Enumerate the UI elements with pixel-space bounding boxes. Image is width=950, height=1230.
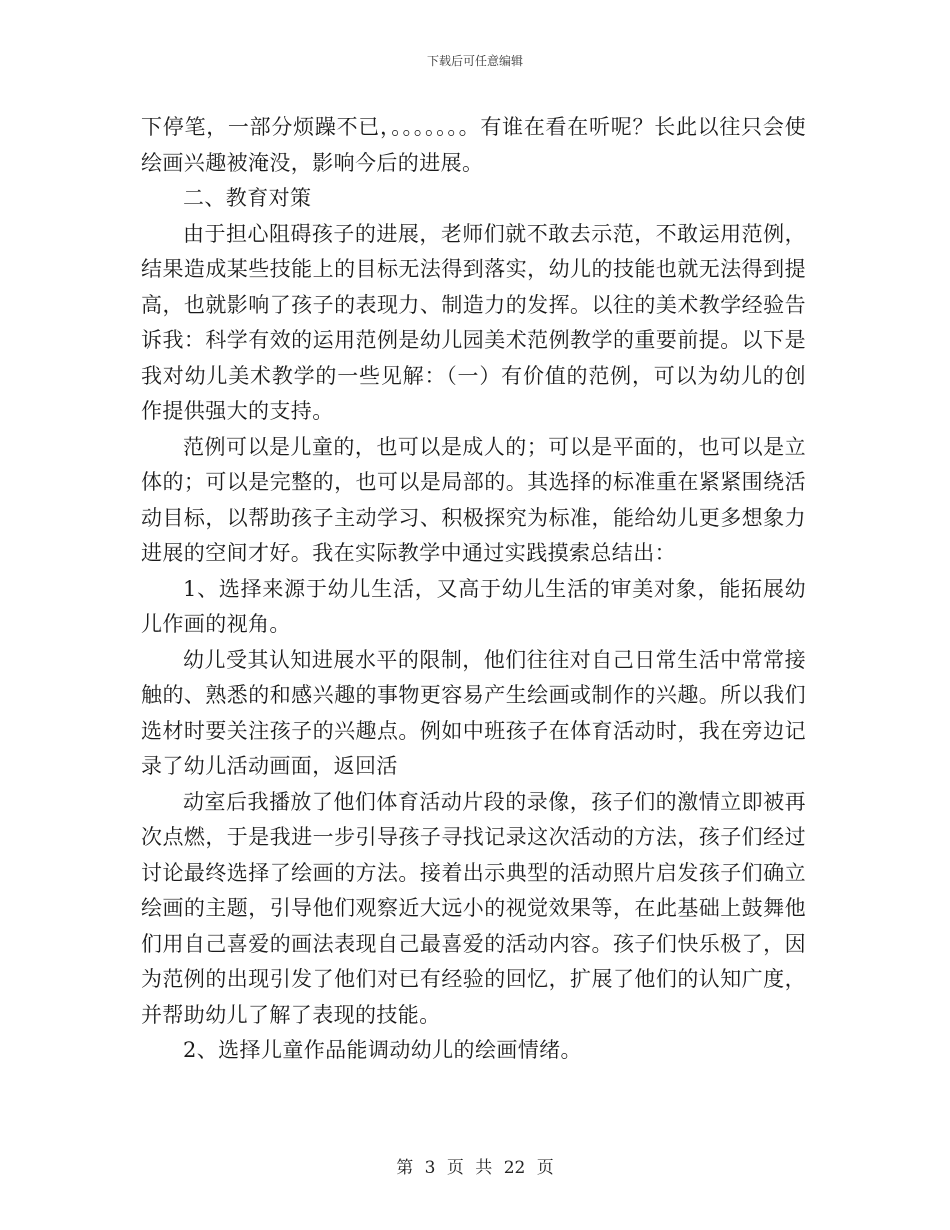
list-item-heading: 1、选择来源于幼儿生活，又高于幼儿生活的审美对象，能拓展幼儿作画的视角。 [141,576,806,636]
list-item-heading: 2、选择儿童作品能调动幼儿的绘画情绪。 [183,1038,582,1062]
section-heading: 二、教育对策 [183,186,312,210]
paragraph: 由于担心阻碍孩子的进展，老师们就不敢去示范，不敢运用范例，结果造成某些技能上的目标无法得到落实，幼儿的技能也就无法得到提高，也就影响了孩子的表现力、制造力的发挥。以往的美术教学经验告诉我：科学有效的运用范例是幼儿园美术范例教学的重要前提。以下是我对幼儿美术教学的一些见解：（一）有价值的范例，可以为幼儿的创作提供强大的支持。 [141,221,806,423]
paragraph: 幼儿受其认知进展水平的限制，他们往往对自己日常生活中常常接触的、熟悉的和感兴趣的事物更容易产生绘画或制作的兴趣。所以我们选材时要关注孩子的兴趣点。例如中班孩子在体育活动时，我在旁边记录了幼儿活动画面，返回活 [141,647,806,778]
document-body [141,110,806,1069]
page-header: 下载后可任意编辑 [426,54,523,68]
paragraph: 下停笔，一部分烦躁不已，。。。。。。。有谁在看在听呢？长此以往只会使绘画兴趣被淹没，影响今后的进展。 [141,115,806,175]
paragraph: 动室后我播放了他们体育活动片段的录像，孩子们的激情立即被再次点燃，于是我进一步引导孩子寻找记录这次活动的方法，孩子们经过讨论最终选择了绘画的方法。接着出示典型的活动照片启发孩子们确立绘画的主题，引导他们观察近大远小的视觉效果等，在此基础上鼓舞他们用自己喜爱的画法表现自己最喜爱的活动内容。孩子们快乐极了，因为范例的出现引发了他们对已有经验的回忆，扩展了他们的认知广度，并帮助幼儿了解了表现的技能。 [141,789,806,1027]
paragraph: 范例可以是儿童的，也可以是成人的；可以是平面的，也可以是立体的；可以是完整的，也可以是局部的。其选择的标准重在紧紧围绕活动目标，以帮助孩子主动学习、积极探究为标准，能给幼儿更多想象力进展的空间才好。我在实际教学中通过实践摸索总结出： [141,434,806,565]
page-number: 第 3 页 共 22 页 [396,1158,554,1178]
